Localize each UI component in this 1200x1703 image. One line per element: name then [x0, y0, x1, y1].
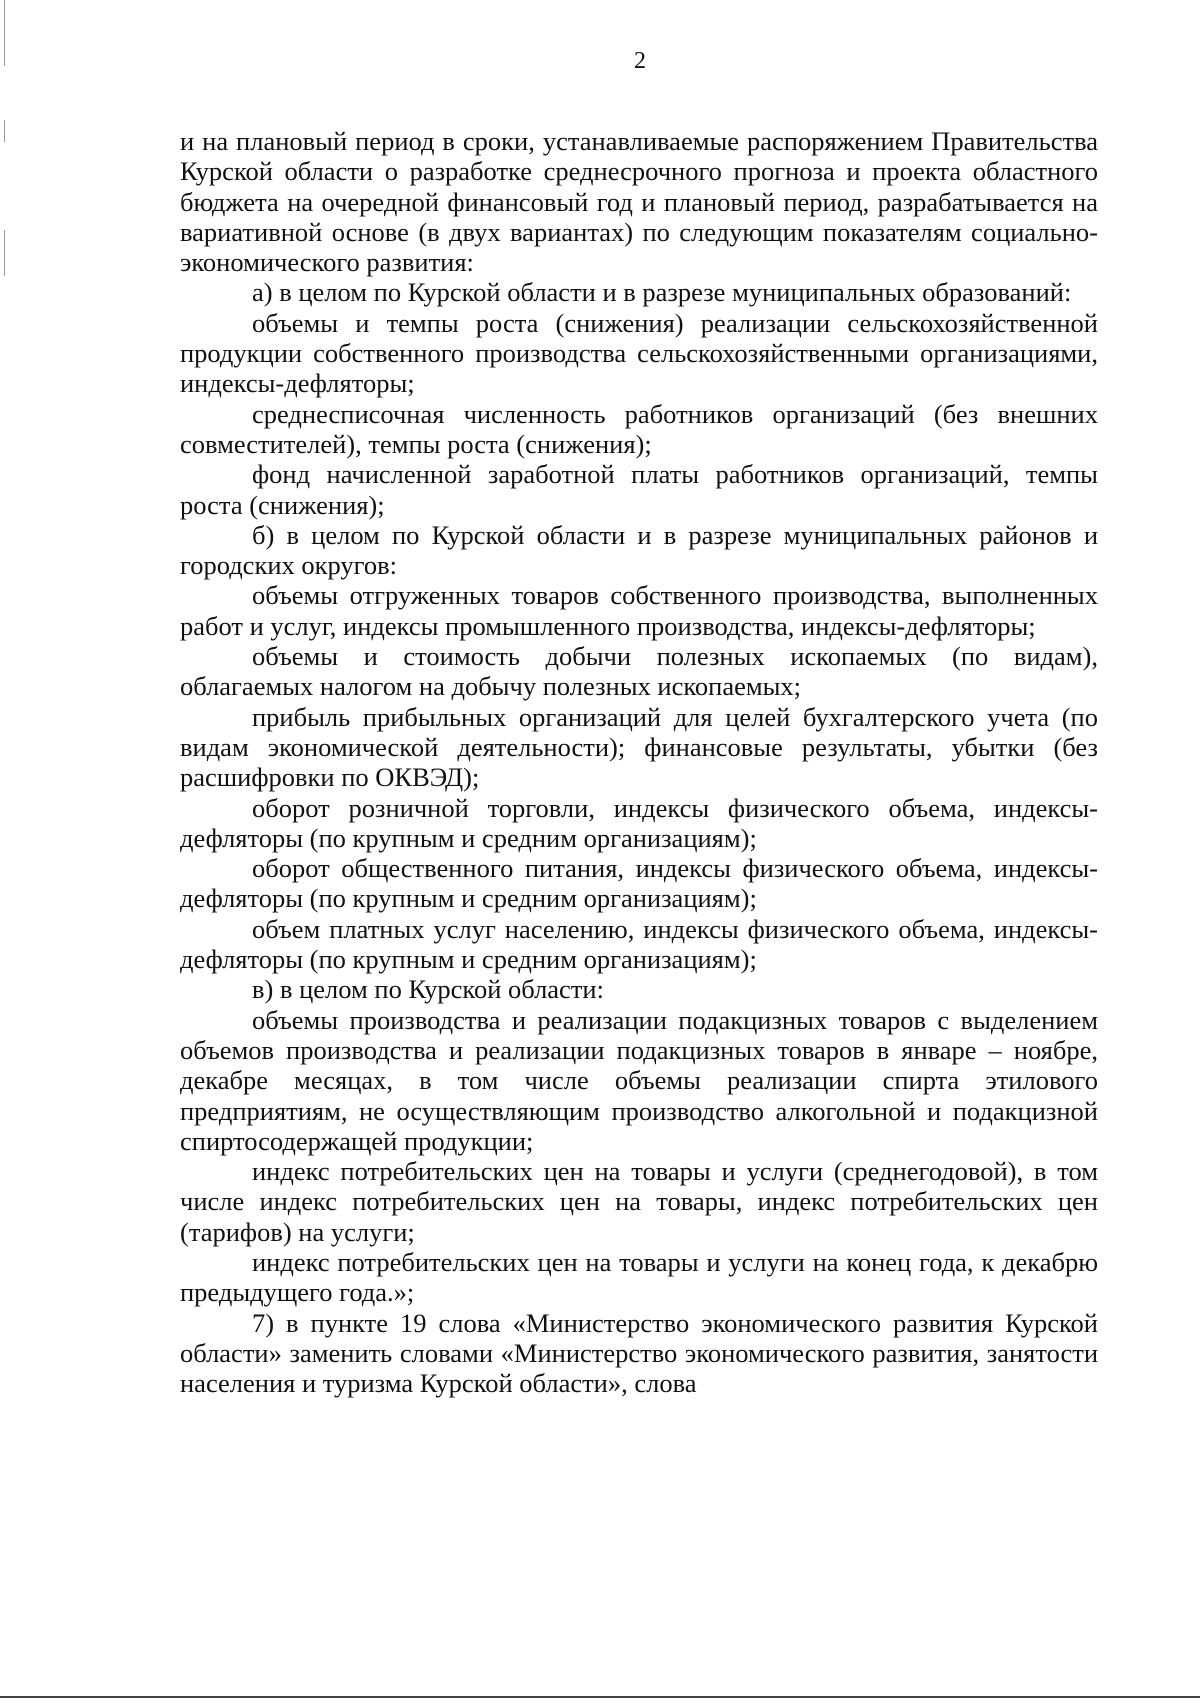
paragraph: объемы и темпы роста (снижения) реализации сельскохозяйственной продукции собственного производства сельскохозяйственными организациями, индексы-дефляторы;: [180, 307, 1098, 399]
paragraph: оборот общественного питания, индексы физического объема, индексы-дефляторы (по крупным и средним организациям);: [180, 853, 1098, 914]
paragraph: оборот розничной торговли, индексы физического объема, индексы-дефляторы (по крупным и средним организациям);: [180, 792, 1098, 853]
paragraph: а) в целом по Курской области и в разрезе муниципальных образований:: [252, 277, 1072, 308]
paragraph: объемы производства и реализации подакцизных товаров с выделением объемов производства и реализации подакцизных товаров в январе – ноябре, декабре месяцах, в том числе объемы реализации спирта этилового предприятиям, не осуществляющим производство алкогольной и подакцизной спиртосодержащей продукции;: [180, 1004, 1098, 1156]
paragraph: объем платных услуг населению, индексы физического объема, индексы-дефляторы (по крупным и средним организациям);: [180, 913, 1098, 975]
paragraph: объемы и стоимость добычи полезных ископаемых (по видам), облагаемых налогом на добычу полезных ископаемых;: [180, 641, 1098, 702]
paragraph: среднесписочная численность работников организаций (без внешних совместителей), темпы роста (снижения);: [180, 398, 1098, 459]
paragraph: 7) в пункте 19 слова «Министерство экономического развития Курской области» заменить словами «Министерство экономического развития, занятости населения и туризма Курской области», слова: [180, 1307, 1098, 1399]
scan-edge-mark: [4, 230, 5, 276]
paragraph: прибыль прибыльных организаций для целей бухгалтерского учета (по видам экономической деятельности); финансовые результаты, убытки (без расшифровки по ОКВЭД);: [180, 701, 1098, 793]
paragraph: индекс потребительских цен на товары и услуги на конец года, к декабрю предыдущего года.»;: [180, 1246, 1098, 1308]
document-body: [180, 126, 1098, 1398]
paragraph: в) в целом по Курской области:: [252, 974, 604, 1005]
scan-bottom-edge: [0, 1696, 1200, 1698]
paragraph: индекс потребительских цен на товары и услуги (среднегодовой), в том числе индекс потребительских цен на товары, индекс потребительских цен (тарифов) на услуги;: [180, 1156, 1098, 1247]
paragraph: объемы отгруженных товаров собственного производства, выполненных работ и услуг, индексы промышленного производства, индексы-дефляторы;: [180, 580, 1098, 641]
scan-edge-mark: [4, 120, 5, 142]
page-number: 2: [634, 48, 646, 74]
paragraph: фонд начисленной заработной платы работников организаций, темпы роста (снижения);: [180, 459, 1098, 520]
paragraph: б) в целом по Курской области и в разрезе муниципальных районов и городских округов:: [180, 519, 1098, 581]
paragraph: и на плановый период в сроки, устанавливаемые распоряжением Правительства Курской области о разработке среднесрочного прогноза и проекта областного бюджета на очередной финансовый год и плановый период, разрабатывается на вариативной основе (в двух вариантах) по следующим показателям социально-экономического развития:: [180, 126, 1098, 278]
